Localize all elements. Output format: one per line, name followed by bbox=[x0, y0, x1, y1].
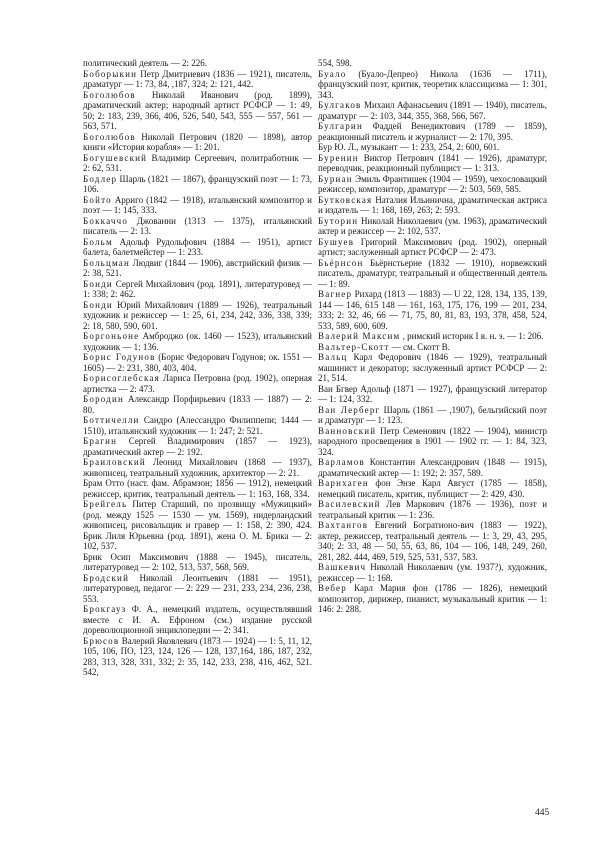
index-entry bbox=[83, 573, 312, 605]
index-entry bbox=[83, 394, 312, 415]
entry-text: Амброджо (ок. 1460 — 1523), итальянский художник — 1: 136. bbox=[83, 331, 312, 352]
index-entry bbox=[83, 552, 312, 573]
entry-text: Лев Маркович (1876 — 1936), поэт и театральный критик — 1: 236. bbox=[318, 499, 548, 520]
entry-text: Михаил Афанасьевич (1891 — 1940), писатель, драматург — 2: 103, 344, 355, 368, 566, 567. bbox=[318, 100, 547, 121]
entry-text: Петр Дмитриевич (1836 — 1921), писатель, драматург — 1: 73, 84, ,187, 324; 2: 121, 442. bbox=[83, 68, 312, 89]
index-entry bbox=[83, 300, 312, 332]
index-entry bbox=[83, 132, 312, 153]
index-entry bbox=[83, 352, 312, 373]
entry-name: Бородин bbox=[83, 394, 125, 404]
entry-text: фон Энзе Карл Август (1785 — 1858), немецкий писатель, критик, публицист — 2: 429, 430. bbox=[318, 478, 547, 499]
entry-name: Ван Лерберг bbox=[318, 404, 381, 415]
index-entry bbox=[318, 520, 547, 562]
entry-text: Сергей Владимирович (1857 — 1923), драматический актер — 2: 192. bbox=[83, 436, 312, 457]
index-entry bbox=[318, 142, 547, 153]
entry-text: Брам Отто (наст. фам. Абрамзон; 1856 — 1912), немецкий режиссер, критик, театральный деятель — 1: 163, 168, 334. bbox=[83, 478, 312, 499]
entry-text: политический деятель — 2: 226. bbox=[83, 58, 207, 68]
index-entry bbox=[318, 69, 547, 101]
entry-name: Буриан bbox=[318, 173, 353, 184]
entry-text: Людвиг (1844 — 1906), австрийский физик — 2: 38, 521. bbox=[83, 257, 312, 278]
entry-name: Бродский bbox=[83, 572, 130, 583]
entry-name: Боборыкин bbox=[83, 68, 138, 79]
index-entry bbox=[318, 478, 547, 499]
entry-text: Рихард (1813 — 1883) — U 22, 128, 134, 135, 139, 144 — 146, 615 148 — 161, 163, 175, 176, 199 — 201, 234, 333; 2: 32, 46, 66 — 71, 75, 80, 81, 83, 193, 378, 458, 524, 533, 589, 600, 609. bbox=[318, 289, 548, 331]
entry-text: Брик Осип Максимович (1888 — 1945), писатель, литературовед — 2: 102, 513, 537, 568, 569. bbox=[83, 551, 312, 572]
index-entry bbox=[83, 604, 312, 636]
index-entry bbox=[83, 258, 312, 279]
right-column bbox=[318, 58, 547, 615]
index-entry bbox=[318, 216, 547, 237]
entry-name: Бонди bbox=[83, 278, 113, 289]
entry-text: Джованни (1313 — 1375), итальянский писатель — 2: 13. bbox=[83, 215, 313, 236]
index-entry bbox=[83, 58, 312, 69]
entry-text: Владимир Сергеевич, политработник — 2: 62, 531. bbox=[83, 152, 313, 173]
entry-text: Шарль (1861 — ,1907), бельгийский поэт и драматург — 1: 123. bbox=[318, 404, 547, 425]
entry-text: 554, 598. bbox=[318, 58, 352, 68]
entry-text: Петр Семенович (1822 — 1904), министр народного просвещения в 1901 — 1902 гг. — 1: 84, 323, 324. bbox=[318, 425, 548, 457]
entry-name: Брейгель bbox=[83, 499, 128, 509]
entry-name: Богушевский bbox=[83, 152, 148, 163]
entry-text: Валерий Яковлевич (1873 — 1924) — 1: 5, 11, 12, 105, 106, ПО, 123, 124, 126 — 128, 137,164, 186, 187, 232, 283, 313, 328, 331, 332; 2: 35, 142, 233, 238, 416, 462, 521. 542, bbox=[83, 635, 313, 677]
entry-name: Вебер bbox=[318, 583, 347, 593]
index-entry bbox=[318, 342, 547, 353]
index-entry bbox=[83, 90, 312, 132]
index-entry bbox=[318, 58, 547, 69]
entry-name: Василевский bbox=[318, 499, 381, 509]
entry-name: Боголюбов bbox=[83, 131, 136, 142]
entry-text: Ф. А., немецкий издатель, осуществлявший вместе с И. А. Ефроном (см.) издание русской дореволюционной энциклопедии — 2: 341. bbox=[83, 604, 312, 635]
entry-name: Брокгауз bbox=[83, 604, 127, 614]
entry-name: Булгаков bbox=[318, 100, 362, 110]
entry-name: Борисоглебская bbox=[83, 373, 160, 383]
index-entry bbox=[318, 195, 547, 216]
entry-name: Булгарин bbox=[318, 121, 363, 131]
entry-name: Боголюбов bbox=[83, 89, 136, 100]
index-entry bbox=[83, 331, 312, 352]
entry-name: Вашкевич bbox=[318, 562, 367, 572]
index-entry bbox=[83, 415, 312, 436]
entry-name: Валерий Максим bbox=[318, 331, 401, 341]
entry-text: Сандро (Алессандро Филиппепи; 1444 — 1510), итальянский художник — 1: 247; 2: 521. bbox=[83, 415, 313, 436]
left-column bbox=[83, 58, 312, 678]
entry-name: Бьёрнсон bbox=[318, 257, 364, 268]
index-entry bbox=[318, 499, 547, 520]
entry-text: (Буало-Депрео) Никола (1636 — 1711), французский поэт, критик, теоретик классицизма — 1: 301, 343. bbox=[318, 68, 547, 100]
entry-name: Ванновский bbox=[318, 425, 377, 436]
entry-name: Бушуев bbox=[318, 236, 355, 247]
entry-text: — см. Скотт В. bbox=[391, 341, 450, 352]
index-entry bbox=[83, 636, 312, 678]
index-entry bbox=[318, 153, 547, 174]
entry-name: Бойто bbox=[83, 194, 112, 205]
entry-text: Карл Мария фон (1786 — 1826), немецкий композитор, дирижер, пианист, музыкальный критик — 1: 146: 2: 288. bbox=[318, 583, 548, 614]
entry-name: Варнхаген bbox=[318, 478, 369, 488]
entry-text: Бур Ю. Л., музыкант — 1: 233, 254, 2: 600, 601. bbox=[318, 142, 500, 152]
entry-name: Больцман bbox=[83, 257, 131, 268]
index-entry bbox=[83, 436, 312, 457]
entry-text: Бьёрнстьерне (1832 — 1910), норвежский писатель, драматург, театральный и общественный деятель — 1: 89. bbox=[318, 257, 547, 289]
entry-text: Юрий Михайлович (1889 — 1926), театральный художник и режиссер — 1: 25, 61, 234, 242, 336, 338, 339; 2: 18, 580, 590, 601. bbox=[83, 299, 312, 331]
entry-text: Александр Порфирьевич (1833 — 1887) — 2: 80. bbox=[83, 394, 313, 415]
index-entry bbox=[318, 100, 547, 121]
entry-text: , римский историк I в. н. э. — 1: 206. bbox=[402, 331, 544, 341]
index-entry bbox=[83, 499, 312, 552]
index-entry bbox=[318, 331, 547, 342]
entry-text: Ван Бгвер Адольф (1871 — 1927), французский литератор — 1: 124, 332. bbox=[318, 383, 547, 404]
entry-text: Арриго (1842 — 1918), итальянский композитор и поэт — 1: 145, 333. bbox=[83, 194, 313, 215]
entry-name: Боргоньоне bbox=[83, 331, 140, 341]
index-entry bbox=[83, 457, 312, 478]
entry-name: Брюсов bbox=[83, 635, 120, 646]
entry-name: Буторин bbox=[318, 215, 359, 226]
entry-text: Шарль (1821 — 1867), французский поэт — 1: 73, 106. bbox=[83, 173, 312, 194]
entry-name: Буренин bbox=[318, 152, 359, 163]
index-entry bbox=[83, 478, 312, 499]
entry-name: Вагнер bbox=[318, 289, 353, 299]
entry-text: Леонид Михайлович (1868 — 1937), живописец, театральный художник, архитектор — 2: 21. bbox=[83, 457, 312, 478]
index-entry bbox=[318, 258, 547, 290]
entry-name: Больм bbox=[83, 236, 113, 247]
entry-name: Боккаччо bbox=[83, 215, 129, 226]
index-entry bbox=[83, 195, 312, 216]
entry-name: Вахтангов bbox=[318, 520, 369, 530]
entry-text: Константин Александрович (1848 — 1915), драматический актер — 1: 192; 2: 357, 589. bbox=[318, 457, 547, 478]
entry-text: (Борис Федорович Годунов; ок. 1551 — 1605) — 2: 231, 380, 403, 404. bbox=[83, 352, 312, 373]
entry-text: Карл Федорович (1846 — 1929), театральный машинист и декоратор; заслуженный артист РСФСР — 2: 21, 514. bbox=[318, 352, 547, 383]
entry-name: Буало bbox=[318, 68, 347, 79]
entry-text: Сергей Михайлович (род. 1891), литературовед — 1: 338; 2: 462. bbox=[83, 278, 312, 299]
index-entry bbox=[83, 174, 312, 195]
index-entry bbox=[318, 352, 547, 384]
index-entry bbox=[83, 373, 312, 394]
index-entry bbox=[83, 216, 312, 237]
entry-text: Николай Петрович (1820 — 1898), автор книги «История корабля» — 1: 201. bbox=[83, 131, 313, 152]
entry-text: Григорий Максимович (род. 1902), оперный артист; заслуженный артист РСФСР — 2: 473. bbox=[318, 236, 548, 257]
index-entry bbox=[318, 426, 547, 458]
index-entry bbox=[318, 121, 547, 142]
index-entry bbox=[318, 405, 547, 426]
index-entry bbox=[318, 237, 547, 258]
index-entry bbox=[83, 279, 312, 300]
page-number: 445 bbox=[535, 808, 550, 818]
index-entry bbox=[318, 457, 547, 478]
entry-text: Николай Николаевич (ум. 1963), драматический актер и режиссер — 2: 102, 537. bbox=[318, 215, 548, 236]
entry-name: Бонди bbox=[83, 299, 113, 310]
entry-text: Наталия Ильинична, драматическая актриса и издатель — 1: 168, 169, 263; 2: 593. bbox=[318, 194, 548, 215]
entry-name: Бутковская bbox=[318, 194, 373, 205]
index-entry bbox=[318, 562, 547, 583]
entry-name: Бодлер bbox=[83, 173, 118, 184]
entry-text: Фаддей Венедиктович (1789 — 1859), реакционный писатель и журналист — 2: 170, 395. bbox=[318, 121, 547, 142]
index-entry bbox=[83, 69, 312, 90]
entry-name: Вальц bbox=[318, 352, 348, 362]
entry-text: Евгений Богратионо-вич (1883 — 1922), актер, режиссер, театральный деятель — 1: 3, 29, 43, 295, 340; 2: 33, 48 — 50, 55, 63, 86, 104 — 106, 148, 249, 260, 281, 282. 444, 469, 519, 525, 531, 537, 583. bbox=[318, 520, 547, 562]
entry-text: Николай Леонтьевич (1881 — 1951), литературовед, педагог — 2: 229 — 231, 233, 234, 236, 238, 553. bbox=[83, 572, 313, 604]
entry-text: Виктор Петрович (1841 — 1926), драматург, переводчик, реакционный публицист — 1: 313. bbox=[318, 152, 547, 173]
index-entry bbox=[318, 583, 547, 615]
entry-text: Питер Старший, по прозвищу «Мужицкий» (род. между 1525 — 1530 — ум. 1569), нидерландский живописец, рисовальщик и гравер — 1: 158, 2: 390, 424. Брик Лиля Юрьевна (род. 1891), жена О. М. Брика — 2: 102, 537. bbox=[83, 499, 313, 551]
entry-text: Эмиль Франтишек (1904 — 1959), чехословацкий режиссер, композитор, драматург — 2: 503, 569, 585. bbox=[318, 173, 547, 194]
index-entry bbox=[318, 174, 547, 195]
index-entry bbox=[83, 153, 312, 174]
entry-name: Варламов bbox=[318, 457, 365, 467]
index-entry bbox=[83, 237, 312, 258]
entry-text: Адольф Рудольфович (1884 — 1951), артист балета, балетмейстер — 1: 233. bbox=[83, 236, 313, 257]
entry-text: Николай Иванович (род. 1899), драматический актер; народный артист РСФСР — 1: 49, 50; 2: 183, 239, 366, 406, 526, 540, 543, 555 — 557, 561 — 563, 571. bbox=[83, 89, 313, 131]
entry-name: Вальтер-Скотт bbox=[318, 341, 390, 352]
entry-text: Николай Николаевич (ум. 1937?), художник, режиссер — 1: 168. bbox=[318, 562, 547, 583]
index-entry bbox=[318, 289, 547, 331]
entry-name: Брагин bbox=[83, 436, 118, 446]
entry-text: Лариса Петровна (род. 1902), оперная артистка — 2: 473. bbox=[83, 373, 313, 394]
entry-name: Боттичелли bbox=[83, 415, 140, 425]
index-entry bbox=[318, 384, 547, 405]
entry-name: Борис Годунов bbox=[83, 352, 156, 362]
entry-name: Браиловский bbox=[83, 457, 146, 467]
